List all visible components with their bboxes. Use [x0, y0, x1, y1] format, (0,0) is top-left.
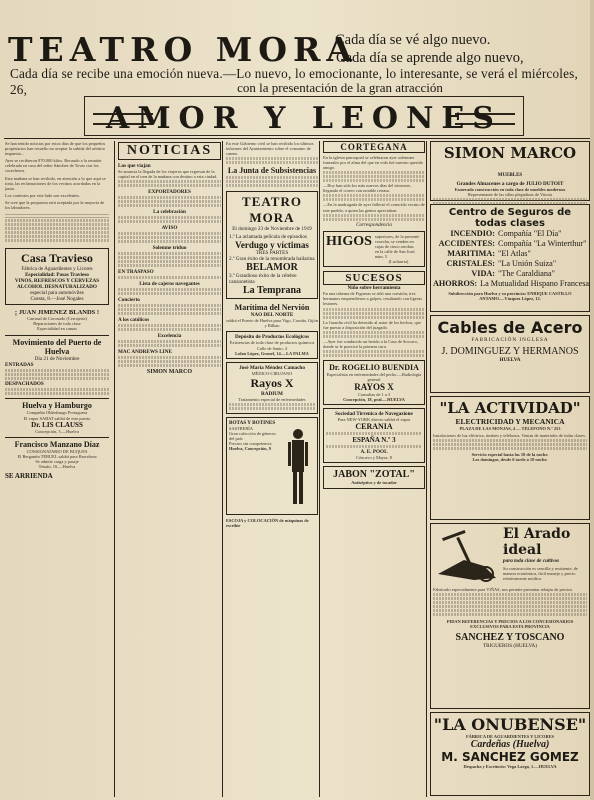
- seguros-value: La Mutualidad Hispano Francesa: [480, 279, 590, 288]
- ad-line: ALCOHOL DESNATURALIZADO: [17, 284, 97, 291]
- text-lines: [323, 335, 425, 338]
- ad-line: SASTRERÍA: [229, 425, 253, 431]
- rule: [5, 398, 109, 399]
- simon-line3: Representante de las sillas plegadizas de Vitoria: [467, 192, 553, 198]
- section-heading: Los que viajan: [118, 163, 151, 169]
- seguros-value: "El Atlas": [498, 249, 531, 258]
- theatre-act: Verdugo y víctimas: [235, 240, 309, 251]
- onubense-title: "LA ONUBENSE": [433, 715, 587, 734]
- text-lines: [5, 369, 109, 372]
- seguros-label: CRISTALES:: [446, 259, 495, 268]
- text-lines: [323, 312, 425, 315]
- ad-line: VINOS, REFRESCOS Y CERVEZAS: [14, 278, 100, 285]
- text-lines: [118, 340, 221, 343]
- ad-line: Reparaciones de toda clase: [33, 321, 81, 327]
- column-3: [222, 141, 318, 797]
- rule: [5, 335, 109, 336]
- ad-jabon: [323, 466, 425, 488]
- ad-line: Tratamiento especial de enfermedades: [238, 396, 306, 402]
- section-heading: EXPORTADORES: [148, 189, 191, 196]
- col3-ad4: ESCOJA y COLOCACIÓN de máquinas de escribir: [226, 517, 309, 529]
- text-lines: [433, 439, 587, 442]
- onubense-addr: Despacho y Escritorio: Vega Larga, 1.—HUELVA: [463, 764, 557, 770]
- ad-deposito: [226, 331, 318, 358]
- ad-seguros: [430, 204, 590, 312]
- ad-title: Depósito de Productos Ecológicos: [234, 334, 310, 341]
- text-lines: [229, 407, 315, 410]
- text-lines: [118, 292, 221, 295]
- text-lines: [118, 304, 221, 307]
- ship-line: Compañía Oldenburgo Portuguesa: [26, 410, 88, 416]
- section-heading: La celebración: [153, 209, 186, 216]
- ship-line: Concepción, 3.—Huelva: [35, 428, 79, 434]
- text-lines: [226, 161, 318, 164]
- ad-botas: [226, 417, 318, 515]
- theatre-act: 3.º Grandioso éxito de la célebre canzonetista: [229, 273, 297, 286]
- text-lines: [5, 227, 109, 230]
- tagline-1: Cada día se vé algo nuevo.: [335, 32, 491, 48]
- ad-line: RADIUM: [261, 390, 283, 397]
- higos-line: en la calle de San José, núm. 5: [374, 248, 416, 260]
- seguros-row: [433, 249, 587, 259]
- text-lines: [118, 264, 221, 267]
- sucesos-text2: La Guardia civil ha detenido al autor de los hechos, que fue puesto a disposición del juzgado.: [323, 319, 421, 330]
- text-lines: [118, 236, 221, 239]
- text-lines: [226, 176, 318, 179]
- seguros-row: [433, 239, 587, 249]
- seguros-label: INCENDIO:: [450, 229, 495, 238]
- text-lines: [5, 239, 109, 242]
- text-lines: [229, 403, 315, 406]
- actividad-line2: Los domingos, desde 6 tarde a 10 noche.: [472, 457, 548, 463]
- text-lines: [323, 218, 425, 221]
- maritima-line: NAO DEL NORTE: [250, 312, 294, 319]
- theatre-act: TRES PARTES: [255, 250, 289, 257]
- header-rule: [4, 138, 590, 139]
- column-1: [5, 141, 109, 797]
- seguros-value: Compañía "La Winterthur": [498, 239, 587, 248]
- section-heading: EN TRASPASO: [118, 269, 154, 276]
- section-heading: A los católicos: [118, 317, 150, 324]
- cables-title: Cables de Acero: [437, 318, 583, 337]
- ad-line: Huelva, Concepción, 9: [229, 446, 271, 452]
- simon-sub: MUEBLES: [497, 173, 523, 178]
- seguros-foot2: ANTAMO.—Vázquez López, 12.: [479, 296, 541, 302]
- text-lines: [118, 260, 221, 263]
- ad-arado: [430, 523, 590, 709]
- cables-sub: FABRICACIÓN INGLESA: [471, 337, 549, 343]
- column-2: [114, 141, 221, 797]
- text-lines: [323, 171, 425, 174]
- ad-line: Rayos X: [250, 375, 294, 390]
- text-lines: [118, 220, 221, 223]
- text-lines: [323, 175, 425, 178]
- ad-line: Cuesta, 8.—José Nogales: [30, 296, 84, 303]
- higos-title: HIGOS: [326, 233, 372, 249]
- tagline-2: Cada día se aprende algo nuevo,: [336, 50, 524, 66]
- ad-line: Especialidad en camas: [37, 326, 77, 332]
- arado-title: El Arado ideal: [503, 526, 571, 558]
- theatre-act: La Temprana: [242, 285, 302, 297]
- cables-city: HUELVA: [499, 357, 521, 363]
- text-lines: [433, 593, 587, 596]
- rule: [5, 437, 109, 438]
- arado-firm: SANCHEZ Y TOSCANO: [455, 631, 565, 643]
- ad-simon-marco: [430, 141, 590, 201]
- doctor-line: Concepción, 18, pral.—HUELVA: [343, 397, 405, 403]
- column-5: [426, 141, 590, 797]
- ad-juan-jimenez: [5, 309, 109, 331]
- plough-illustration: [434, 530, 500, 584]
- port-title: Movimiento del Puerto de Huelva: [12, 338, 102, 357]
- text-lines: [5, 231, 109, 234]
- col1-intro3: Esta mañana se han recibido, en atención a lo que aquí se trata, las reclamaciones de los vecinos acordadas en la junta.: [5, 175, 106, 191]
- manzano-line: El Bergantín TERUEL saldrá para Barcelona: [17, 453, 97, 459]
- text-lines: [118, 240, 221, 243]
- sample-text: Se anuncia la llegada de los viajeros que regresan de la capital en el tren de la mañana con destino a esta ciudad.: [118, 169, 218, 180]
- manzano-line: CONSIGNATARIO DE BUQUES: [26, 448, 88, 454]
- ad-line: Carrasal de Coronado (Cerrajería): [27, 316, 87, 322]
- sucesos-text: En una taberna de Figueras se riñó una cuestión, tres hermanos emprendieron a golpes, resultando con ligeras lesiones.: [323, 291, 422, 307]
- ad-line: especial para automóviles: [30, 290, 84, 297]
- firm-name: SIMON MARCO: [146, 369, 193, 376]
- text-lines: [323, 214, 425, 217]
- text-lines: [323, 198, 425, 201]
- text-lines: [433, 609, 587, 612]
- header-line-4: con la presentación de la gran atracción: [237, 80, 443, 95]
- seguros-label: VIDA:: [471, 269, 495, 278]
- text-lines: [118, 184, 221, 187]
- theatre-act: 2.º Gran éxito de la renombrada bailarina: [229, 256, 315, 263]
- manzano-title: Francisco Manzano Díaz: [14, 439, 100, 449]
- banner-box: [84, 96, 524, 136]
- col1-strip: [5, 214, 109, 218]
- doctor-line: Especialista en enfermedades del pecho.—Radiología general: [326, 371, 422, 382]
- section-heading: Concierto: [118, 297, 140, 304]
- sucesos-head: SUCESOS: [323, 271, 425, 285]
- junta-heading: La Junta de Subsistencias: [227, 166, 317, 176]
- arado-text2: Fabricado especialmente para VIÑAS, nos permite presentar rebajas de precios.: [433, 587, 574, 593]
- pool-line: Cóncavo y Mayor, 8: [356, 455, 392, 461]
- closing: Correspondencia: [356, 221, 392, 228]
- text-lines: [323, 354, 425, 357]
- maritima-title: Marítima del Nervión: [234, 303, 310, 313]
- text-lines: [326, 432, 422, 435]
- simon-line: Grandes Almacenes a cargo de JULIO DUTOIT: [456, 181, 564, 187]
- nav-line: Para NEW-YORK directo saldrá el vapor: [337, 417, 411, 423]
- text-lines: [118, 344, 221, 347]
- ad-line: Gran colección de géneros del país: [229, 431, 276, 442]
- ad-doctor: [323, 360, 425, 405]
- ad-line: Fábrica de Aguardientes y Licores: [21, 266, 93, 273]
- page-edge: [590, 0, 594, 800]
- col1-footer: SE ARRIENDA: [5, 472, 53, 481]
- text-lines: [118, 256, 221, 259]
- banner-title: AMOR Y LEONES: [106, 101, 502, 136]
- seguros-row: [433, 259, 587, 269]
- arado-sub: para toda clase de cultivos: [503, 558, 560, 564]
- seguros-foot: Subdirección para Huelva y su provincia: ENRIQUE CASTILLO: [448, 291, 572, 296]
- text-lines: [433, 613, 587, 616]
- cortegana-head: CORTEGANA: [323, 141, 425, 153]
- ad-casa-travieso: [5, 248, 109, 305]
- text-lines: [118, 356, 221, 359]
- text-lines: [433, 601, 587, 604]
- man-figure-illustration: [283, 426, 313, 510]
- text-lines: [118, 308, 221, 311]
- theatre-act: BELAMOR: [246, 262, 298, 274]
- text-lines: [118, 364, 221, 367]
- seguros-value: Compañía "El Día": [498, 229, 562, 238]
- text-lines: [433, 202, 587, 205]
- ship-line: El vapor SABAT saldrá de este puerto: [23, 415, 91, 421]
- seguros-label: MARITIMA:: [447, 249, 495, 258]
- sucesos-text3: —Ayer fue conducido un herido a la Casa de Socorro, donde se le practicó la primera cura.: [323, 338, 418, 349]
- text-lines: [433, 443, 587, 446]
- higos-line: (Lacharria): [388, 259, 409, 265]
- text-lines: [5, 223, 109, 226]
- port-sub: ENTRADAS: [5, 362, 34, 369]
- text-lines: [433, 597, 587, 600]
- manzano-line: Tetuán, 16.—Huelva: [38, 463, 76, 469]
- actividad-addr: PLAZA DE LAS MONJAS, 4 — TELEFONO N.º 253: [459, 426, 561, 431]
- text-lines: [118, 328, 221, 331]
- text-lines: [118, 360, 221, 363]
- text-lines: [5, 392, 109, 395]
- text-lines: [118, 216, 221, 219]
- noticias-head: NOTICIAS: [118, 142, 221, 160]
- arado-city: TRIGUEROS (HUELVA): [482, 642, 538, 649]
- col1-intro5: Se cree que la propuesta será aceptada por la mayoría de los labradores.: [5, 199, 105, 211]
- actividad-text: Instalaciones de luz eléctrica, timbres y teléfonos. Ventas de materiales de todas clases.: [433, 433, 586, 439]
- simon-title: SIMON MARCO: [443, 144, 577, 162]
- ad-onubense: [430, 712, 590, 796]
- simon-line2: Esmerada construcción en toda clase de muebles modernos: [454, 187, 566, 192]
- cortegana-text2: —Hoy han sido los más nuevos días del trimestre, llegando el correo con notable retraso.: [323, 183, 412, 194]
- column-4: [319, 141, 425, 797]
- ad-cables: [430, 315, 590, 393]
- pool-title: A. E. POOL: [360, 449, 388, 456]
- theatre-act: 1.º La aclamada película de episodios: [229, 234, 307, 241]
- ad-line: Especialidad: Pasas Travieso: [25, 272, 89, 279]
- text-lines: [323, 350, 425, 353]
- text-lines: [226, 157, 318, 160]
- text-lines: [118, 196, 221, 199]
- text-lines: [5, 235, 109, 238]
- actividad-line: Servicio especial hasta las 10 de la noche.: [471, 452, 549, 458]
- ad-line: Lolan López, Granel, 14.—LA PALMA: [235, 350, 309, 356]
- col1-intro2: Ayer se recibieron 870.000 kilos. Recaudo a la reunión celebrada en casa del señor Sánchez de Tovar con los cosecheros.: [5, 158, 102, 174]
- nav-line: ESPAÑA N.º 3: [352, 436, 396, 445]
- ad-line: Calle de Santo, 4: [257, 345, 287, 351]
- text-lines: [118, 204, 221, 207]
- section-heading: AVISO: [161, 225, 178, 232]
- maritima-line: saldrá el Puerto de Huelva para Vigo, Coruña, Gijón y Bilbao: [226, 318, 318, 329]
- ad-medico: [226, 362, 318, 414]
- ad-line: Existencias de toda clase de productos químicos: [229, 340, 315, 346]
- text-lines: [118, 200, 221, 203]
- text-lines: [5, 219, 109, 222]
- col1-intro: Se han tenido noticias por estos días de que los pequeños propietarios han resuelto no aceptar la subida del arbitrio impuesto...: [5, 141, 106, 157]
- ad-navegazione: [323, 408, 425, 463]
- higos-line: superiores, de la presente cosecha, se venden en cajas de cinco arrobas: [374, 233, 420, 249]
- seguros-row: [433, 279, 590, 289]
- col1-intro4: Los contestes por este lado son excelentes.: [5, 192, 80, 198]
- manzano-line: Se admite carga y pasaje: [35, 458, 79, 464]
- text-lines: [118, 180, 221, 183]
- ad-line: Precios sin competencia: [229, 441, 272, 447]
- text-lines: [323, 308, 425, 311]
- teatro-title: TEATRO MORA: [8, 30, 359, 69]
- nav-line: CERANIA: [355, 422, 393, 432]
- text-lines: [118, 312, 221, 315]
- section-heading: Excelencia: [157, 333, 182, 340]
- seguros-list: [433, 229, 590, 289]
- text-lines: [226, 180, 318, 183]
- onubense-firm: M. SANCHEZ GOMEZ: [441, 750, 579, 765]
- ship-title: Huelva y Hamburgo: [22, 401, 92, 411]
- sucesos-sub: Niño sobre herramienta: [347, 285, 401, 292]
- cables-firm: J. DOMINGUEZ Y HERMANOS: [441, 346, 579, 357]
- ad-title: José María Méndez Camacho: [239, 364, 305, 371]
- text-lines: [118, 232, 221, 235]
- theatre-title: TEATRO MORA: [242, 194, 302, 226]
- ad-title: BOTAS Y BOTINES: [229, 419, 276, 426]
- text-lines: [118, 288, 221, 291]
- jabon-sub: Antiséptico y de tocador: [351, 480, 397, 486]
- port-sub: DESPACHADOS: [5, 381, 44, 388]
- text-lines: [5, 377, 109, 380]
- col3-intro: En este Gobierno civil se han recibido los últimos informes del Ayuntamiento sobre el consumo de carnes.: [226, 141, 314, 157]
- text-lines: [323, 194, 425, 197]
- text-lines: [118, 276, 221, 279]
- nav-title: Sociedad Tirrenica de Navegazione: [335, 411, 413, 418]
- doctor-line: RAYOS X: [354, 382, 394, 393]
- text-lines: [118, 324, 221, 327]
- ad-line: MÉDICO-CIRUJANO: [251, 370, 293, 376]
- seguros-value: "La Unión Suiza": [498, 259, 557, 268]
- doctor-line: Consultas de 1 a 3: [357, 392, 391, 398]
- ship-line: Dr. LIS CLAUSS: [31, 420, 83, 429]
- seguros-value: "The Caraldiana": [498, 269, 555, 278]
- section-heading: Lista de cajeros navegantes: [139, 281, 200, 288]
- seguros-label: AHORROS:: [433, 279, 478, 288]
- text-lines: [226, 184, 318, 187]
- onubense-place: Cardeñas (Huelva): [470, 739, 550, 751]
- text-lines: [323, 331, 425, 334]
- teatro-mora-ad: [226, 191, 318, 299]
- text-lines: [5, 373, 109, 376]
- text-lines: [433, 198, 587, 201]
- actividad-sub: ELECTRICIDAD Y MECANICA: [455, 417, 565, 426]
- ad-title: Casa Travieso: [21, 251, 93, 266]
- text-lines: [326, 445, 422, 448]
- text-lines: [118, 252, 221, 255]
- text-lines: [323, 316, 425, 319]
- seguros-label: ACCIDENTES:: [438, 239, 495, 248]
- port-date: Día 21 de Noviembre: [34, 356, 80, 363]
- section-heading: Solemne triduo: [152, 245, 187, 252]
- text-lines: [323, 179, 425, 182]
- cortegana-text3: —En la madrugada de ayer falleció el conocido vecino de este pueblo, a quien las gentes apreciaban.: [323, 202, 425, 213]
- section-heading: MAC ANDREWS LINE: [118, 349, 172, 356]
- seguros-title: Centro de Seguros de todas clases: [448, 207, 572, 229]
- doctor-title: Dr. ROGELIO BUENDIA: [329, 362, 419, 372]
- header-line-3: Cada día se recibe una emoción nueva.—Lo nuevo, lo emocionante, lo interesante, se verá el miércoles, 26,: [10, 66, 579, 97]
- ad-higos: [323, 231, 425, 268]
- arado-line: PIDAN REFERENCIAS Y PRECIOS A LOS CONCESIONARIOS EXCLUSIVOS PARA ESTA PROVINCIA: [446, 619, 574, 630]
- actividad-title: "LA ACTIVIDAD": [439, 399, 581, 417]
- jabon-title: JABON "ZOTAL": [333, 469, 415, 481]
- text-lines: [5, 388, 109, 391]
- ad-title: ¡ JUAN JIMENEZ BLANDS !: [14, 309, 100, 317]
- onubense-sub: FÁBRICA DE AGUARDIENTES Y LICORES: [466, 734, 554, 739]
- cortegana-text: En la iglesia parroquial se celebraron ayer solemnes funerales por el alma del que en vida fué nuestro querido amigo.: [323, 155, 423, 171]
- ad-actividad: [430, 396, 590, 520]
- arado-text: Su construcción es sencilla y resistente, de manera económica, fácil manejo y precio relativamente módico.: [503, 566, 578, 582]
- text-lines: [433, 605, 587, 608]
- seguros-row: [433, 229, 587, 239]
- seguros-row: [433, 269, 587, 279]
- text-lines: [433, 447, 587, 450]
- theatre-date: El domingo 23 de Noviembre de 1919: [232, 226, 312, 233]
